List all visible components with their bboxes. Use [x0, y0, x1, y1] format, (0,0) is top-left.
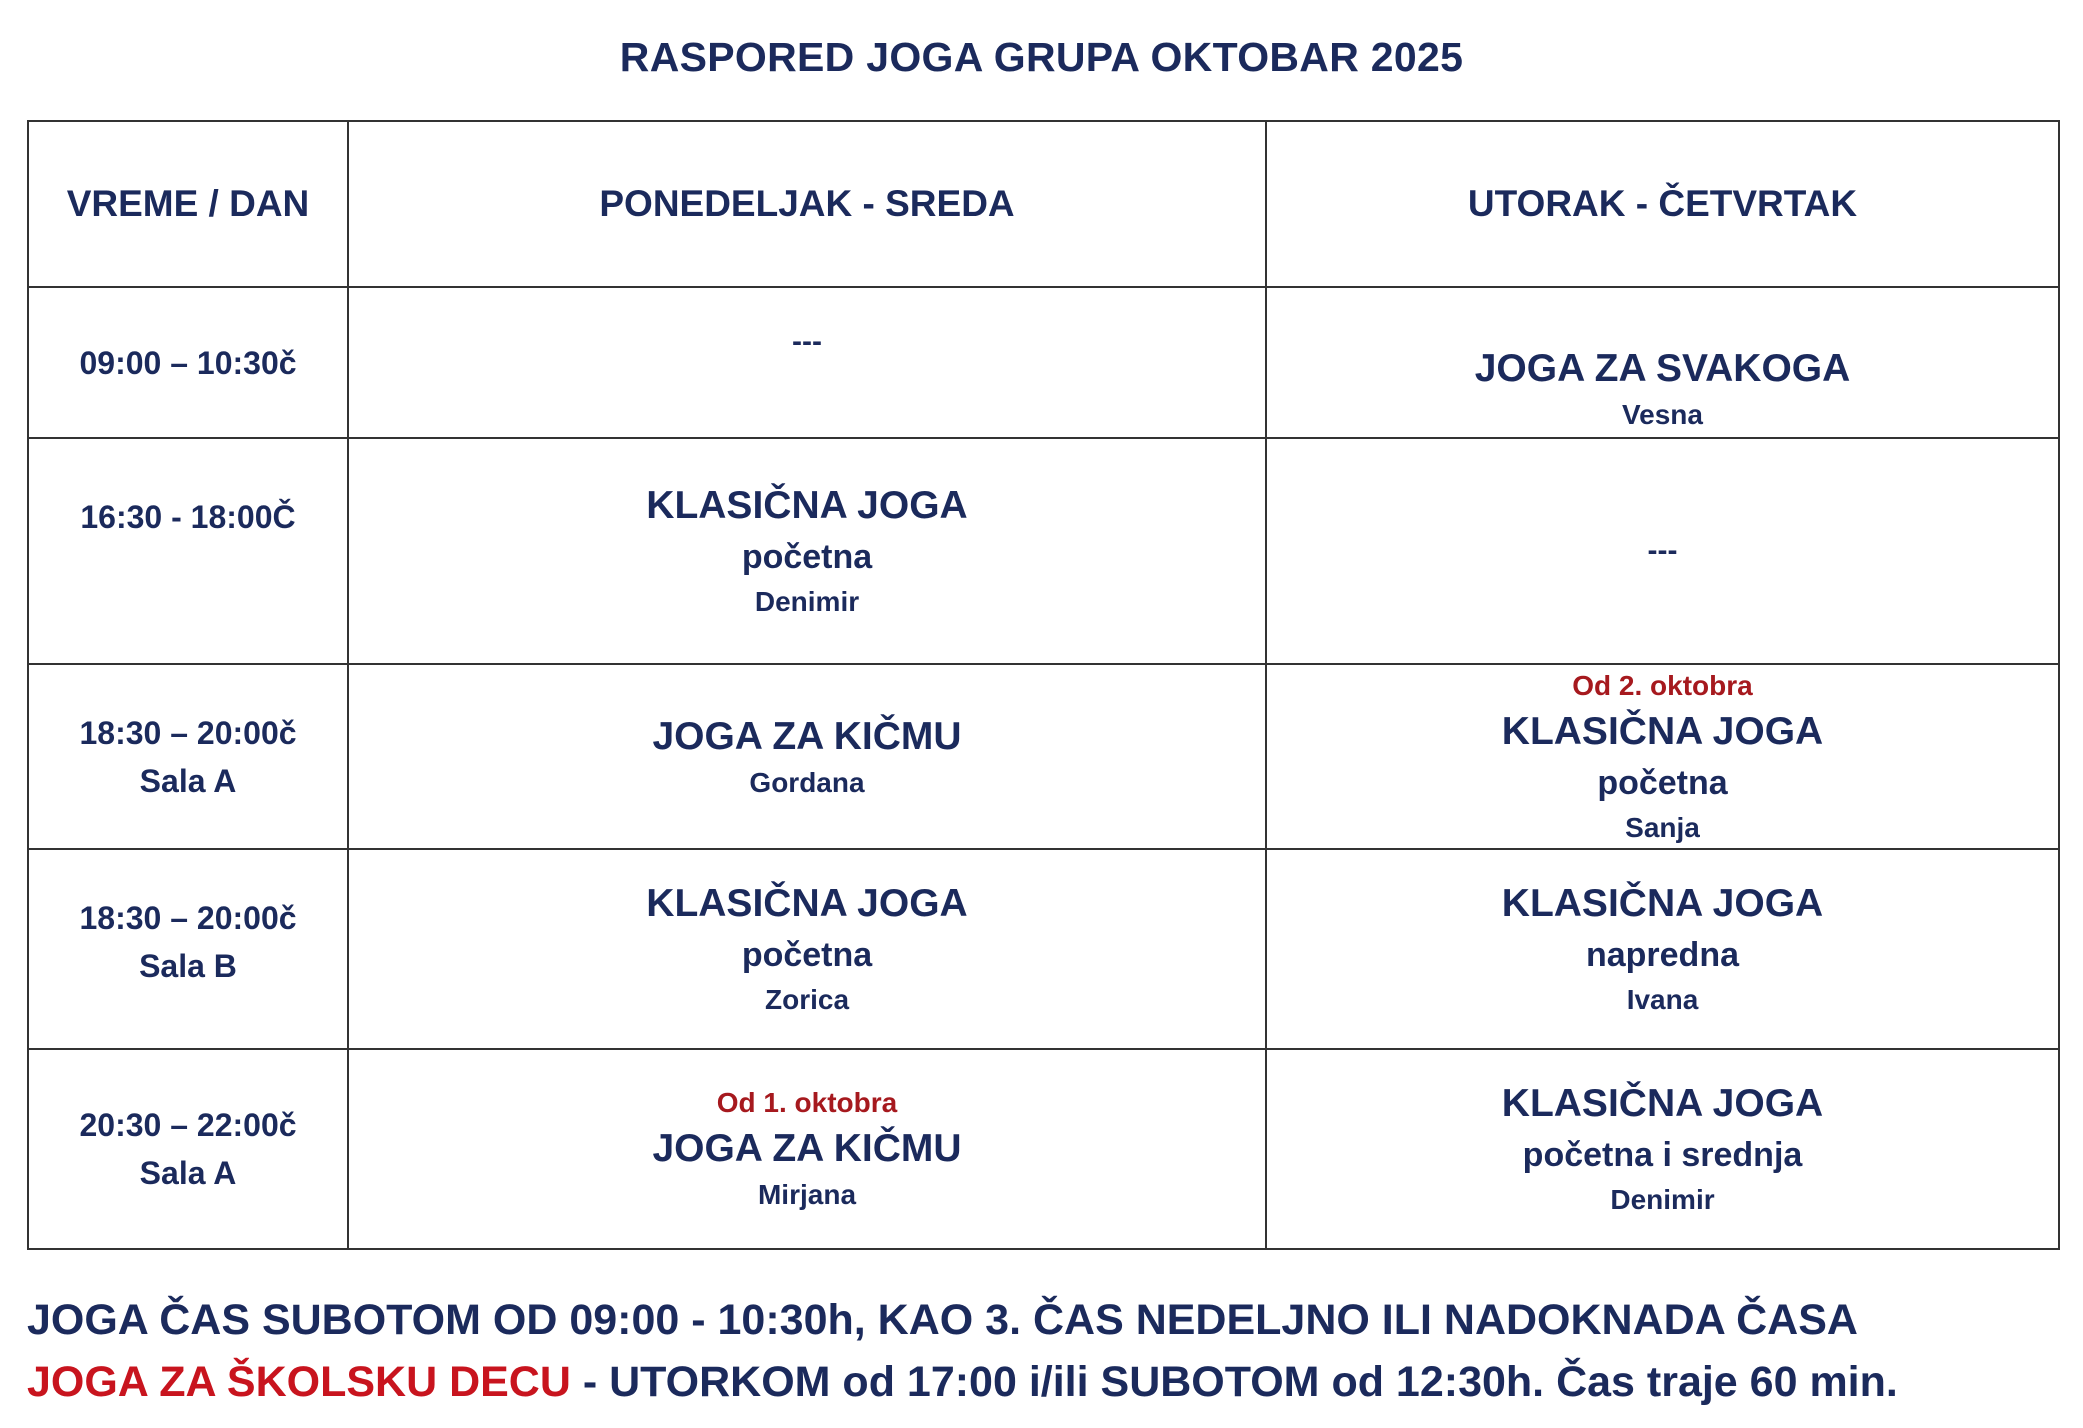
header-time-day: VREME / DAN [28, 121, 348, 287]
header-tue-thu: UTORAK - ČETVRTAK [1266, 121, 2059, 287]
class-level: početna [741, 936, 873, 974]
teacher-name: Denimir [1610, 1184, 1715, 1215]
time-label: 16:30 - 18:00Č [80, 499, 296, 535]
table-row [28, 1049, 2059, 1249]
table-row [28, 287, 2059, 438]
mon-wed-cell [348, 664, 1266, 849]
class-level: početna [1597, 763, 1728, 802]
mon-wed-cell [348, 287, 1266, 438]
mon-wed-cell [348, 849, 1266, 1049]
header-mon-wed: PONEDELJAK - SREDA [348, 121, 1266, 287]
time-cell [28, 287, 348, 438]
class-name: KLASIČNA JOGA [1501, 1082, 1824, 1125]
class-level: napredna [1585, 936, 1740, 974]
page-title: RASPORED JOGA GRUPA OKTOBAR 2025 [619, 34, 1464, 80]
class-name: KLASIČNA JOGA [646, 882, 968, 925]
teacher-name: Vesna [1622, 399, 1703, 430]
class-name: JOGA ZA SVAKOGA [1474, 347, 1851, 390]
teacher-name: Denimir [754, 586, 860, 617]
tue-thu-cell [1266, 664, 2059, 849]
table-row [28, 849, 2059, 1049]
empty-slot: --- [792, 325, 822, 358]
teacher-name: Sanja [1625, 811, 1700, 843]
table-row [28, 438, 2059, 664]
teacher-name: Ivana [1626, 984, 1699, 1015]
time-cell [28, 664, 348, 849]
time-cell [28, 849, 348, 1049]
tue-thu-cell [1266, 438, 2059, 664]
time-label: 20:30 – 22:00č [79, 1107, 297, 1143]
mon-wed-cell [348, 438, 1266, 664]
class-level: početna i srednja [1522, 1136, 1803, 1174]
time-label: 09:00 – 10:30č [79, 344, 297, 381]
table-row [28, 664, 2059, 849]
class-name: KLASIČNA JOGA [646, 484, 968, 527]
mon-wed-cell [348, 1049, 1266, 1249]
time-cell [28, 1049, 348, 1249]
header-row [28, 121, 2059, 287]
tue-thu-cell [1266, 287, 2059, 438]
start-date-note: Od 2. oktobra [1572, 669, 1753, 701]
teacher-name: Gordana [749, 766, 865, 798]
class-name: JOGA ZA KIČMU [652, 1127, 962, 1170]
kids-class-highlight: JOGA ZA ŠKOLSKU DECU [27, 1358, 571, 1406]
tue-thu-cell [1266, 849, 2059, 1049]
kids-class-note [27, 1358, 2067, 1407]
time-label: 18:30 – 20:00č [79, 714, 297, 751]
saturday-class-note: JOGA ČAS SUBOTOM OD 09:00 - 10:30h, KAO 3. ČAS NEDELJNO ILI NADOKNADA ČASA [27, 1296, 1858, 1344]
teacher-name: Zorica [764, 984, 850, 1015]
kids-class-details: - UTORKOM od 17:00 i/ili SUBOTOM od 12:30h. Čas traje 60 min. [570, 1358, 1898, 1406]
schedule-table [27, 120, 2060, 1250]
room-label: Sala A [139, 1155, 237, 1191]
teacher-name: Mirjana [757, 1179, 857, 1210]
time-label: 18:30 – 20:00č [79, 900, 297, 936]
class-name: KLASIČNA JOGA [1501, 709, 1824, 753]
room-label: Sala A [139, 762, 237, 799]
room-label: Sala B [139, 948, 237, 984]
time-cell [28, 438, 348, 664]
tue-thu-cell [1266, 1049, 2059, 1249]
class-level: početna [741, 538, 873, 576]
class-name: JOGA ZA KIČMU [652, 714, 962, 758]
start-date-note: Od 1. oktobra [716, 1087, 898, 1118]
class-name: KLASIČNA JOGA [1501, 882, 1824, 925]
empty-slot: --- [1647, 534, 1678, 567]
